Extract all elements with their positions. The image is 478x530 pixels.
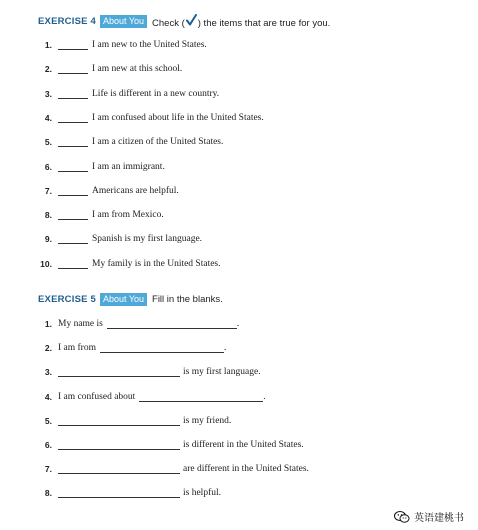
fill-blank[interactable] bbox=[107, 319, 240, 329]
item-text-before: My name is bbox=[58, 319, 103, 329]
exercise4-item bbox=[0, 208, 164, 222]
exercise4-header bbox=[38, 14, 330, 29]
exercise5-title: EXERCISE 5 bbox=[38, 294, 96, 305]
watermark bbox=[394, 509, 464, 524]
exercise4-item bbox=[0, 160, 165, 174]
item-number: 1. bbox=[44, 40, 52, 50]
exercise5-item bbox=[0, 462, 309, 476]
item-text-after: is helpful. bbox=[183, 488, 221, 499]
check-blank[interactable] bbox=[58, 162, 88, 172]
exercise4-item bbox=[0, 38, 207, 52]
exercise5-item bbox=[0, 341, 226, 355]
item-number: 7. bbox=[44, 185, 52, 196]
wechat-icon bbox=[394, 510, 410, 524]
checkmark-icon bbox=[186, 14, 197, 26]
exercise4-item bbox=[0, 111, 264, 125]
item-number: 4. bbox=[44, 391, 52, 402]
item-text-before: I am from bbox=[58, 343, 96, 354]
fill-blank[interactable] bbox=[58, 440, 180, 450]
item-text-after: are different in the United States. bbox=[183, 464, 309, 475]
exercise4-item bbox=[0, 184, 179, 198]
item-number: 4. bbox=[44, 112, 52, 123]
item-number: 10. bbox=[40, 258, 52, 269]
check-blank[interactable] bbox=[58, 186, 88, 196]
item-number: 2. bbox=[44, 64, 52, 75]
item-text: My family is in the United States. bbox=[92, 258, 221, 269]
instruction-before: Check ( bbox=[152, 18, 185, 29]
exercise5-item bbox=[0, 317, 239, 331]
exercise4-item bbox=[0, 232, 202, 246]
item-text-after: . bbox=[263, 391, 266, 402]
item-text-before: I am confused about bbox=[58, 391, 136, 402]
item-number: 3. bbox=[44, 88, 52, 99]
exercise5-instruction: Fill in the blanks. bbox=[152, 294, 223, 305]
fill-blank[interactable] bbox=[58, 367, 180, 377]
item-number: 6. bbox=[44, 440, 52, 450]
item-number: 2. bbox=[44, 343, 52, 354]
watermark-text: 英语建桃书 bbox=[414, 513, 464, 524]
item-text: I am confused about life in the United States. bbox=[92, 112, 264, 123]
instruction-after: ) the items that are true for you. bbox=[197, 18, 331, 29]
item-text: I am new to the United States. bbox=[92, 40, 207, 50]
exercise4-tag: About You bbox=[100, 15, 147, 28]
item-text-after: . bbox=[236, 319, 240, 329]
item-text-after: . bbox=[224, 343, 227, 354]
exercise4-item bbox=[0, 87, 219, 101]
fill-blank[interactable] bbox=[58, 488, 180, 498]
item-number: 7. bbox=[44, 464, 52, 475]
exercise5-item bbox=[0, 486, 221, 500]
fill-blank[interactable] bbox=[58, 464, 180, 474]
check-blank[interactable] bbox=[58, 234, 88, 244]
item-number: 5. bbox=[44, 137, 52, 148]
exercise4-item bbox=[0, 135, 223, 149]
item-number: 6. bbox=[44, 161, 52, 172]
item-text-after: is my first language. bbox=[183, 367, 261, 378]
item-number: 1. bbox=[44, 319, 52, 329]
item-text: Spanish is my first language. bbox=[92, 234, 203, 245]
exercise4-instruction bbox=[152, 14, 330, 29]
exercise4-item bbox=[0, 257, 221, 271]
fill-blank[interactable] bbox=[139, 391, 266, 402]
item-number: 8. bbox=[44, 210, 52, 221]
item-number: 8. bbox=[44, 488, 52, 499]
check-blank[interactable] bbox=[58, 137, 88, 147]
check-blank[interactable] bbox=[58, 89, 88, 99]
exercise4-item bbox=[0, 62, 182, 76]
exercise5-item bbox=[0, 414, 231, 428]
exercise4-title: EXERCISE 4 bbox=[38, 16, 96, 27]
item-text: I am new at this school. bbox=[92, 64, 183, 75]
item-text-after: is different in the United States. bbox=[183, 440, 304, 450]
exercise5-item bbox=[0, 365, 261, 379]
exercise5-item bbox=[0, 390, 266, 404]
item-number: 3. bbox=[44, 367, 52, 378]
check-blank[interactable] bbox=[58, 64, 88, 74]
item-text: Life is different in a new country. bbox=[92, 88, 220, 99]
check-blank[interactable] bbox=[58, 259, 88, 269]
check-blank[interactable] bbox=[58, 40, 88, 50]
item-text: Americans are helpful. bbox=[92, 185, 179, 196]
item-text: I am an immigrant. bbox=[92, 161, 165, 172]
exercise5-tag: About You bbox=[100, 293, 147, 306]
fill-blank[interactable] bbox=[100, 343, 227, 354]
exercise5-header bbox=[38, 293, 223, 306]
check-blank[interactable] bbox=[58, 210, 88, 220]
check-blank[interactable] bbox=[58, 113, 88, 123]
fill-blank[interactable] bbox=[58, 416, 180, 426]
item-number: 9. bbox=[44, 234, 52, 245]
item-text: I am from Mexico. bbox=[92, 210, 164, 221]
exercise5-item bbox=[0, 438, 304, 452]
item-number: 5. bbox=[44, 415, 52, 426]
item-text: I am a citizen of the United States. bbox=[92, 137, 224, 148]
item-text-after: is my friend. bbox=[183, 415, 232, 426]
